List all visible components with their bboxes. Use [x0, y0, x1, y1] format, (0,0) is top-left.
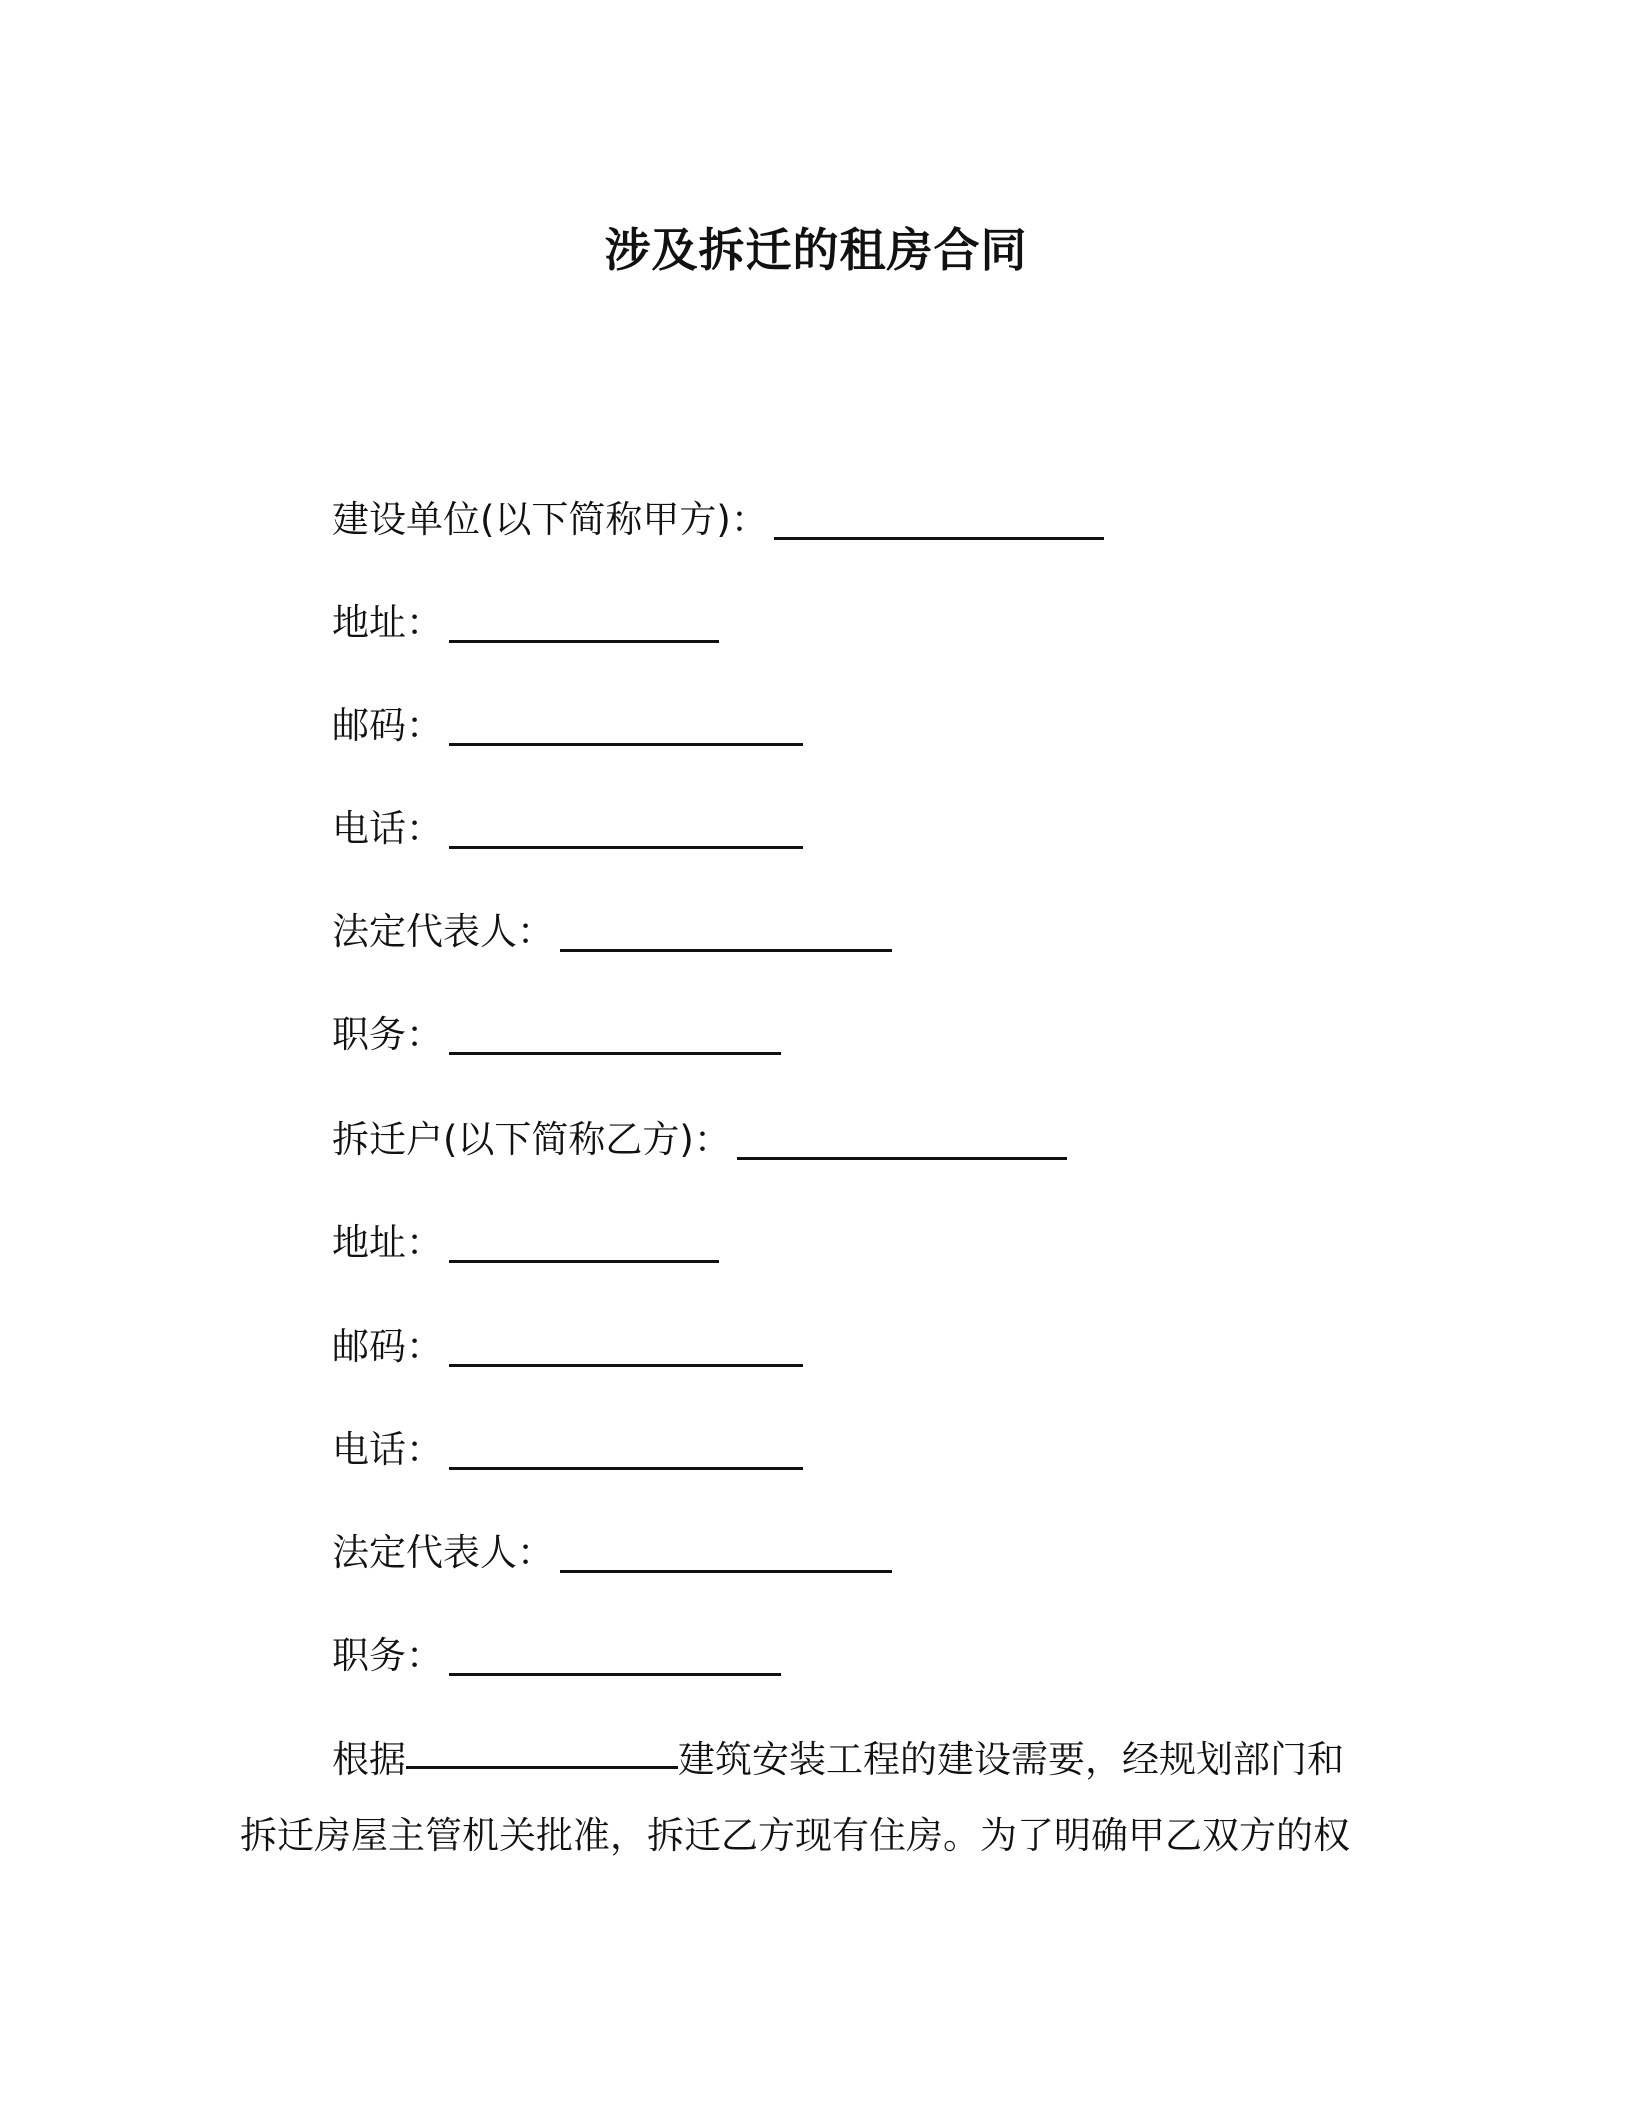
- party-b-phone-blank[interactable]: [449, 1431, 803, 1470]
- party-a-name-label: 建设单位(以下简称甲方)：: [332, 498, 768, 541]
- party-b-legal-rep-field: [332, 1523, 892, 1583]
- party-b-postcode-field: [332, 1317, 803, 1377]
- party-b-legal-rep-label: 法定代表人：: [332, 1531, 554, 1574]
- party-a-postcode-field: [332, 696, 803, 756]
- party-a-position-blank[interactable]: [449, 1016, 781, 1055]
- paragraph-continuation-text: 建筑安装工程的建设需要，经规划部门和: [678, 1738, 1344, 1781]
- party-a-phone-blank[interactable]: [449, 810, 803, 849]
- party-b-position-blank[interactable]: [449, 1637, 781, 1676]
- project-name-blank[interactable]: [406, 1730, 678, 1769]
- party-b-address-label: 地址：: [332, 1221, 443, 1264]
- party-b-postcode-label: 邮码：: [332, 1325, 443, 1368]
- party-b-name-field: [332, 1110, 1067, 1170]
- party-b-position-field: [332, 1626, 781, 1686]
- party-a-phone-label: 电话：: [332, 807, 443, 850]
- party-b-phone-label: 电话：: [332, 1428, 443, 1471]
- party-a-address-field: [332, 593, 719, 653]
- party-a-postcode-blank[interactable]: [449, 707, 803, 746]
- party-b-phone-field: [332, 1420, 803, 1480]
- party-b-postcode-blank[interactable]: [449, 1328, 803, 1367]
- paragraph-line-2: 拆迁房屋主管机关批准，拆迁乙方现有住房。为了明确甲乙双方的权: [240, 1814, 1350, 1857]
- party-b-name-label: 拆迁户(以下简称乙方)：: [332, 1118, 731, 1161]
- document-title: 涉及拆迁的租房合同: [604, 223, 1028, 277]
- party-a-position-field: [332, 1005, 781, 1065]
- party-a-name-field: [332, 490, 1104, 550]
- paragraph-line-1: [332, 1730, 1344, 1790]
- party-a-phone-field: [332, 799, 803, 859]
- party-b-position-label: 职务：: [332, 1634, 443, 1677]
- party-a-legal-rep-field: [332, 902, 892, 962]
- party-a-address-label: 地址：: [332, 601, 443, 644]
- party-a-legal-rep-label: 法定代表人：: [332, 910, 554, 953]
- party-b-legal-rep-blank[interactable]: [560, 1534, 892, 1573]
- party-a-postcode-label: 邮码：: [332, 704, 443, 747]
- party-a-name-blank[interactable]: [774, 501, 1104, 540]
- party-a-address-blank[interactable]: [449, 604, 719, 643]
- party-b-address-field: [332, 1213, 719, 1273]
- party-a-legal-rep-blank[interactable]: [560, 913, 892, 952]
- party-a-position-label: 职务：: [332, 1013, 443, 1056]
- party-b-name-blank[interactable]: [737, 1121, 1067, 1160]
- paragraph-start-text: 根据: [332, 1738, 406, 1781]
- party-b-address-blank[interactable]: [449, 1224, 719, 1263]
